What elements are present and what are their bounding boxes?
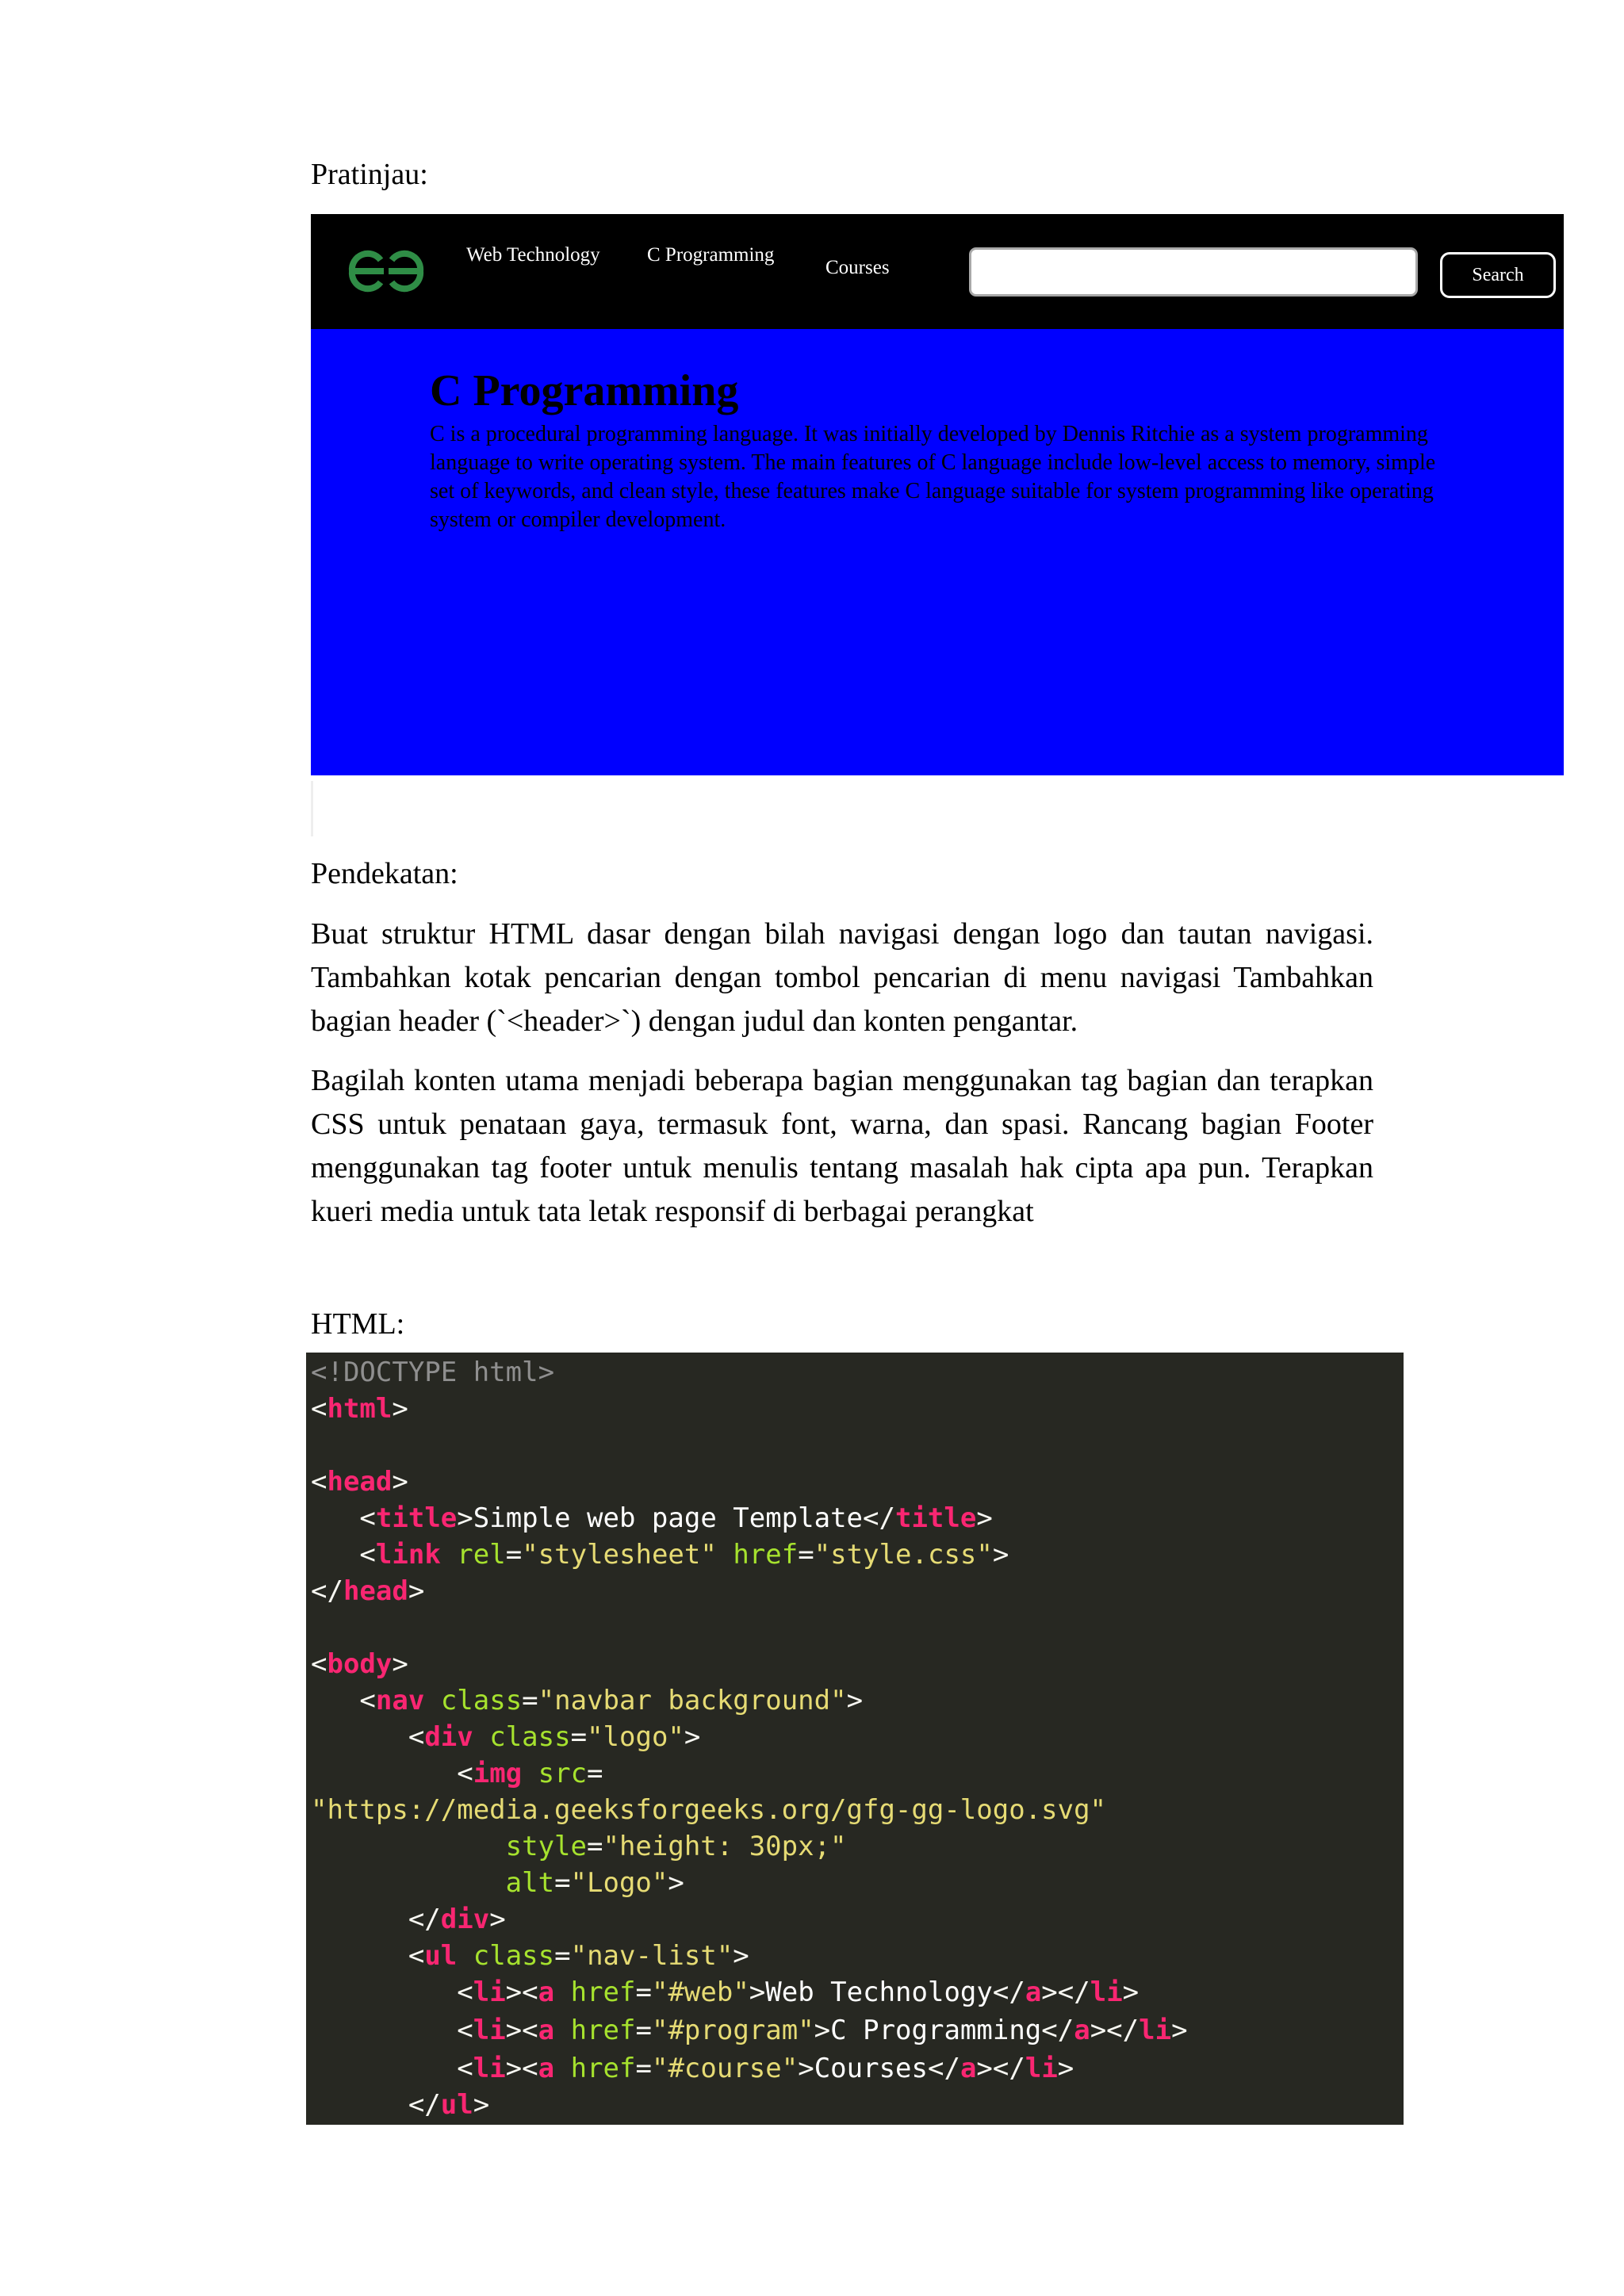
preview-navbar (311, 214, 1564, 329)
gfg-logo-icon (344, 247, 428, 295)
search-input[interactable] (969, 247, 1418, 297)
code-line: <head> (311, 1466, 408, 1498)
code-line: <li><a href="#web">Web Technology</a></li> (457, 1976, 1139, 2008)
approach-paragraph: Buat struktur HTML dasar dengan bilah navigasi dengan logo dan tautan navigasi. Tambahkan kotak pencarian dengan tombol pencarian di menu navigasi Tambahkan bagian header (`<header>`) dengan judul dan konten pengantar. (311, 917, 1373, 1038)
code-line: <div class="logo"> (408, 1721, 701, 1753)
search-button[interactable]: Search (1440, 252, 1556, 298)
preview-heading: Pratinjau: (311, 158, 428, 191)
code-line: <img src= (457, 1758, 603, 1789)
code-line: <nav class="navbar background"> (359, 1685, 864, 1716)
html-heading: HTML: (311, 1307, 405, 1341)
code-line: </div> (408, 1904, 506, 1935)
code-line: <title>Simple web page Template</title> (359, 1502, 993, 1534)
code-line: "https://media.geeksforgeeks.org/gfg-gg-logo.svg" (311, 1794, 1107, 1826)
code-line: <link rel="stylesheet" href="style.css"> (359, 1539, 1009, 1571)
code-line: style="height: 30px;" (505, 1831, 847, 1862)
nav-link-courses[interactable]: Courses (825, 257, 890, 278)
preview-header (311, 329, 1564, 775)
code-line: </head> (311, 1575, 425, 1607)
header-title: C Programming (430, 366, 739, 415)
approach-heading: Pendekatan: (311, 857, 458, 890)
code-line: <html> (311, 1393, 408, 1425)
code-line: <li><a href="#course">Courses</a></li> (457, 2053, 1074, 2084)
code-line: </ul> (408, 2089, 490, 2121)
preview-screenshot (311, 214, 1564, 775)
code-line: <ul class="nav-list"> (408, 1940, 749, 1972)
header-text: C is a procedural programming language. It was initially developed by Dennis Ritchie as a system programming language to write operating system. The main features of C language include low-level access to memory, simple set of keywords, and clean style, these features make C language suitable for system programming like operating system or compiler development. (430, 422, 1436, 532)
code-line: alt="Logo"> (505, 1867, 684, 1899)
approach-paragraph: Bagilah konten utama menjadi beberapa bagian menggunakan tag bagian dan terapkan CSS untuk penataan gaya, termasuk font, warna, dan spasi. Rancang bagian Footer menggunakan tag footer untuk menulis tentang masalah hak cipta apa pun. Terapkan kueri media untuk tata letak responsif di berbagai perangkat (311, 1064, 1373, 1228)
code-line: <li><a href="#program">C Programming</a></li> (457, 2015, 1188, 2046)
code-line: <!DOCTYPE html> (311, 1357, 555, 1388)
nav-link-c-programming[interactable]: C Programming (647, 244, 775, 266)
code-line: <body> (311, 1648, 408, 1680)
nav-link-web-technology[interactable]: Web Technology (466, 244, 600, 266)
preview-edge-divider (311, 781, 313, 836)
code-block (306, 1353, 1404, 2125)
